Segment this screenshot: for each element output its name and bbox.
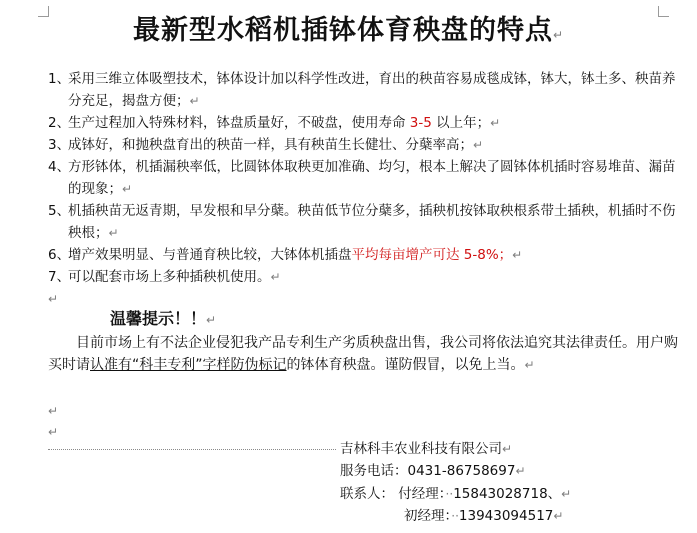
- notice-heading: 温馨提示！！↵: [110, 309, 217, 328]
- features-list: [48, 68, 683, 310]
- list-item: 7、 可以配套市场上多种插秧机使用。↵: [48, 269, 281, 285]
- yield-highlight: 平均每亩增产可达 5-8%；: [351, 247, 513, 263]
- contact2-phone: 13943094517: [458, 508, 554, 524]
- company-line: 吉林科丰农业科技有限公司↵: [48, 437, 512, 457]
- contact-line-1: 联系人： 付经理：··15843028718、↵: [340, 486, 572, 502]
- contact1-phone: 15843028718: [453, 486, 548, 502]
- list-item: 5、 机插秧苗无返青期，早发根和早分蘖。秧苗低节位分蘖多，插秧机按钵取秧根系带土插秧，机插时不伤秧根；↵: [48, 203, 676, 241]
- list-item: 2、 生产过程加入特殊材料，钵盘质量好，不破盘，使用寿命 3-5 以上年；↵: [48, 115, 501, 131]
- list-item: 6、 增产效果明显、与普通育秧比较，大钵体机插盘平均每亩增产可达 5-8%；↵: [48, 247, 523, 263]
- document-title: 最新型水稻机插钵体育秧盘的特点↵: [132, 15, 565, 46]
- company-name: 吉林科丰农业科技有限公司: [340, 441, 502, 457]
- service-phone: 0431-86758697: [407, 463, 516, 479]
- paragraph-mark: ↵: [48, 425, 59, 439]
- dotted-leader: [48, 449, 336, 450]
- notice-paragraph: 目前市场上有不法企业侵犯我产品专利生产劣质秧盘出售，我公司将依法追究其法律责任。用户购买时请认准有“科丰专利”字样防伪标记的钵体育秧盘。谨防假冒，以免上当。↵: [48, 335, 678, 373]
- contact-line-2: 初经理：··13943094517↵: [404, 508, 564, 524]
- service-phone-line: 服务电话：0431-86758697↵: [340, 463, 526, 479]
- lifespan-highlight: 3-5: [409, 115, 432, 131]
- list-item: 3、 成钵好，和抛秧盘育出的秧苗一样，具有秧苗生长健壮、分蘖率高；↵: [48, 137, 484, 153]
- paragraph-mark: ↵: [48, 404, 59, 418]
- list-item: 1、 采用三维立体吸塑技术，钵体设计加以科学性改进，育出的秧苗容易成毯成钵，钵大，钵土多、秧苗养分充足，揭盘方便；↵: [48, 71, 676, 109]
- anti-counterfeit-note: 认准有“科丰专利”字样防伪标记: [90, 357, 287, 373]
- empty-paragraph: ↵: [48, 292, 59, 306]
- list-item: 4、 方形钵体，机插漏秧率低，比圆钵体取秧更加准确、均匀，根本上解决了圆钵体机插时容易堆苗、漏苗的现象；↵: [48, 159, 676, 197]
